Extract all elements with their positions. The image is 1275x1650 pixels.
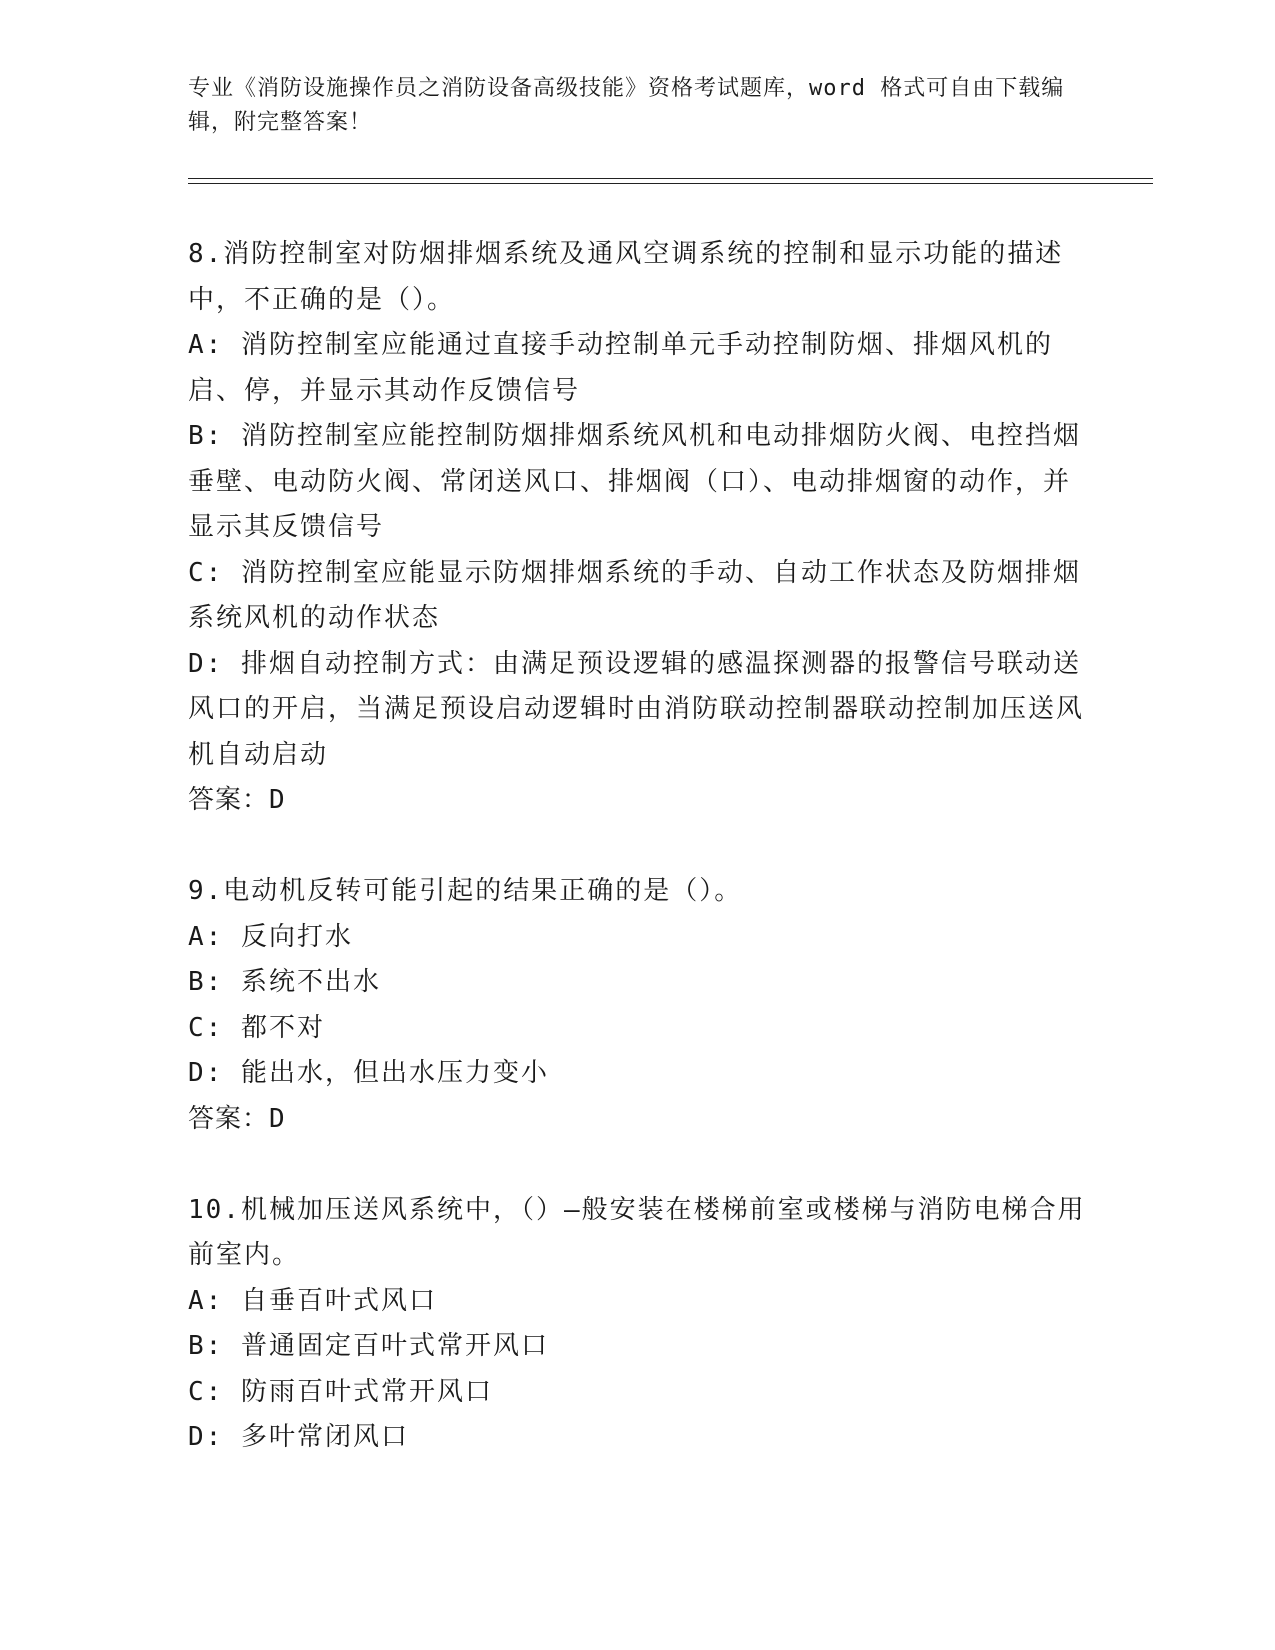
question-stem: 8.消防控制室对防烟排烟系统及通风空调系统的控制和显示功能的描述中，不正确的是（）。 — [188, 239, 1064, 315]
option-d: D: 能出水，但出水压力变小 — [188, 1058, 549, 1088]
question-stem: 9.电动机反转可能引起的结果正确的是（）。 — [188, 876, 743, 906]
question-spacer — [188, 824, 1088, 870]
option-b: B: 系统不出水 — [188, 967, 381, 997]
question-9 — [188, 869, 1088, 1142]
question-spacer — [188, 1142, 1088, 1188]
option-a: A: 消防控制室应能通过直接手动控制单元手动控制防烟、排烟风机的启、停，并显示其动作反馈信号 — [188, 330, 1053, 406]
header-divider-top — [188, 178, 1153, 179]
option-c: C: 都不对 — [188, 1012, 325, 1043]
question-10 — [188, 1188, 1088, 1461]
answer-label: 答案：D — [188, 785, 286, 815]
option-a: A: 反向打水 — [188, 921, 353, 952]
question-stem: 10.机械加压送风系统中，（）—般安装在楼梯前室或楼梯与消防电梯合用前室内。 — [188, 1194, 1086, 1270]
option-c: C: 防雨百叶式常开风口 — [188, 1376, 493, 1407]
option-d: D: 多叶常闭风口 — [188, 1422, 409, 1452]
option-b: B: 普通固定百叶式常开风口 — [188, 1331, 549, 1361]
answer-label: 答案：D — [188, 1103, 286, 1134]
question-list — [188, 232, 1088, 1461]
header-divider-bottom — [188, 183, 1153, 184]
option-a: A: 自垂百叶式风口 — [188, 1285, 437, 1316]
option-c: C: 消防控制室应能显示防烟排烟系统的手动、自动工作状态及防烟排烟系统风机的动作状态 — [188, 557, 1081, 633]
question-8 — [188, 232, 1088, 824]
option-d: D: 排烟自动控制方式：由满足预设逻辑的感温探测器的报警信号联动送风口的开启，当满足预设启动逻辑时由消防联动控制器联动控制加压送风机自动启动 — [188, 648, 1085, 770]
document-header: 专业《消防设施操作员之消防设备高级技能》资格考试题库，word 格式可自由下载编辑，附完整答案！ — [188, 76, 1065, 135]
option-b: B: 消防控制室应能控制防烟排烟系统风机和电动排烟防火阀、电控挡烟垂壁、电动防火阀、常闭送风口、排烟阀（口）、电动排烟窗的动作，并显示其反馈信号 — [188, 421, 1081, 542]
